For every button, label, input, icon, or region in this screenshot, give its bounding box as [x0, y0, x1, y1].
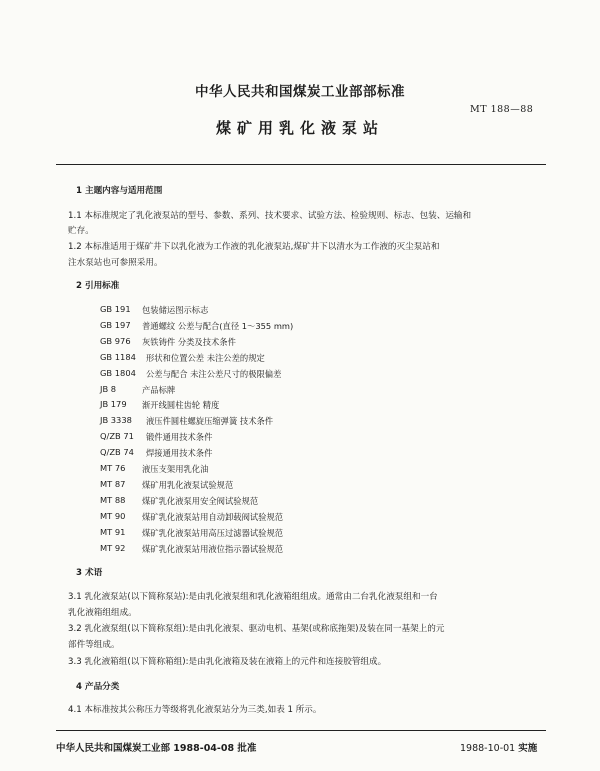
- para-1-2-line1: 1.2 本标准适用于煤矿井下以乳化液为工作液的乳化液泵站,煤矿井下以清水为工作液的灭尘泵站和: [68, 242, 440, 252]
- para-3-2-line1: 3.2 乳化液泵组(以下简称泵组):是由乳化液泵、驱动电机、基架(或称底拖架)及装在同一基架上的元: [68, 624, 445, 634]
- reference-title: 焊接通用技术条件: [146, 448, 213, 459]
- para-3-1-line2: 乳化液箱组组成。: [68, 608, 137, 618]
- reference-title: 煤矿乳化液泵站用自动卸载阀试验规范: [142, 511, 284, 522]
- para-3-1-line1: 3.1 乳化液泵站(以下简称泵站):是由乳化液泵组和乳化液箱组组成。通常由二台乳化液泵组和一台: [68, 592, 438, 602]
- reference-code: JB 3338: [100, 415, 132, 426]
- effective-date: 1988-10-01: [460, 743, 516, 754]
- reference-code: MT 76: [100, 463, 126, 473]
- reference-code: MT 88: [100, 494, 126, 505]
- reference-title: 煤矿乳化液泵站用高压过滤器试验规范: [142, 527, 284, 538]
- para-3-3: 3.3 乳化液箱组(以下简称箱组):是由乳化液箱及装在液箱上的元件和连接胶管组成。: [68, 657, 387, 667]
- reference-title: 煤矿乳化液泵用安全阀试验规范: [142, 495, 259, 506]
- para-4-1: 4.1 本标准按其公称压力等级将乳化液泵站分为三类,如表 1 所示。: [68, 705, 322, 715]
- ministry-title: 中华人民共和国煤炭工业部部标准: [195, 84, 405, 100]
- effective-label: 实施: [518, 743, 538, 754]
- reference-code: GB 191: [100, 304, 131, 314]
- reference-code: Q/ZB 74: [100, 447, 134, 458]
- reference-title: 煤矿乳化液泵站用液位指示器试验规范: [142, 543, 284, 554]
- reference-title: 形状和位置公差 未注公差的规定: [146, 352, 265, 363]
- reference-title: 渐开线圆柱齿轮 精度: [142, 400, 220, 411]
- reference-code: MT 91: [100, 526, 126, 537]
- reference-code: MT 90: [100, 510, 126, 521]
- section-2-heading: 2 引用标准: [76, 281, 120, 291]
- reference-title: 产品标牌: [142, 384, 176, 395]
- reference-code: GB 1184: [100, 351, 136, 362]
- reference-code: JB 179: [100, 399, 127, 410]
- reference-code: GB 976: [100, 335, 131, 346]
- header-rule: [56, 164, 546, 165]
- reference-code: GB 197: [100, 319, 131, 330]
- reference-code: MT 87: [100, 478, 126, 489]
- reference-title: 灰铁铸件 分类及技术条件: [142, 336, 236, 347]
- reference-code: MT 92: [100, 542, 126, 553]
- effective-note: [460, 740, 537, 754]
- para-1-2-line2: 注水泵站也可参照采用。: [68, 258, 163, 268]
- section-1-heading: 1 主题内容与适用范围: [76, 186, 163, 196]
- reference-title: 液压件圆柱螺旋压缩弹簧 技术条件: [146, 416, 274, 427]
- approval-note: 中华人民共和国煤炭工业部 1988-04-08 批准: [56, 743, 257, 754]
- reference-title: 锻件通用技术条件: [146, 432, 213, 443]
- section-4-heading: 4 产品分类: [76, 682, 120, 692]
- document-title: 煤矿用乳化液泵站: [215, 119, 384, 137]
- reference-title: 煤矿用乳化液泵试验规范: [142, 479, 234, 490]
- para-3-2-line2: 部件等组成。: [68, 640, 120, 650]
- reference-code: Q/ZB 71: [100, 431, 134, 442]
- reference-title: 普通螺纹 公差与配合(直径 1～355 mm): [142, 320, 294, 331]
- section-3-heading: 3 术语: [76, 568, 103, 578]
- reference-title: 液压支架用乳化油: [142, 464, 209, 474]
- footer-rule: [56, 730, 546, 731]
- reference-code: JB 8: [100, 383, 117, 394]
- reference-title: 公差与配合 未注公差尺寸的极限偏差: [146, 368, 282, 379]
- reference-title: 包装储运图示标志: [142, 305, 209, 315]
- standard-number: MT 188—88: [470, 104, 534, 115]
- reference-code: GB 1804: [100, 367, 136, 378]
- para-1-1-line1: 1.1 本标准规定了乳化液泵站的型号、参数、系列、技术要求、试验方法、检验规则、标志、包装、运输和: [68, 211, 472, 221]
- para-1-1-line2: 贮存。: [68, 226, 94, 236]
